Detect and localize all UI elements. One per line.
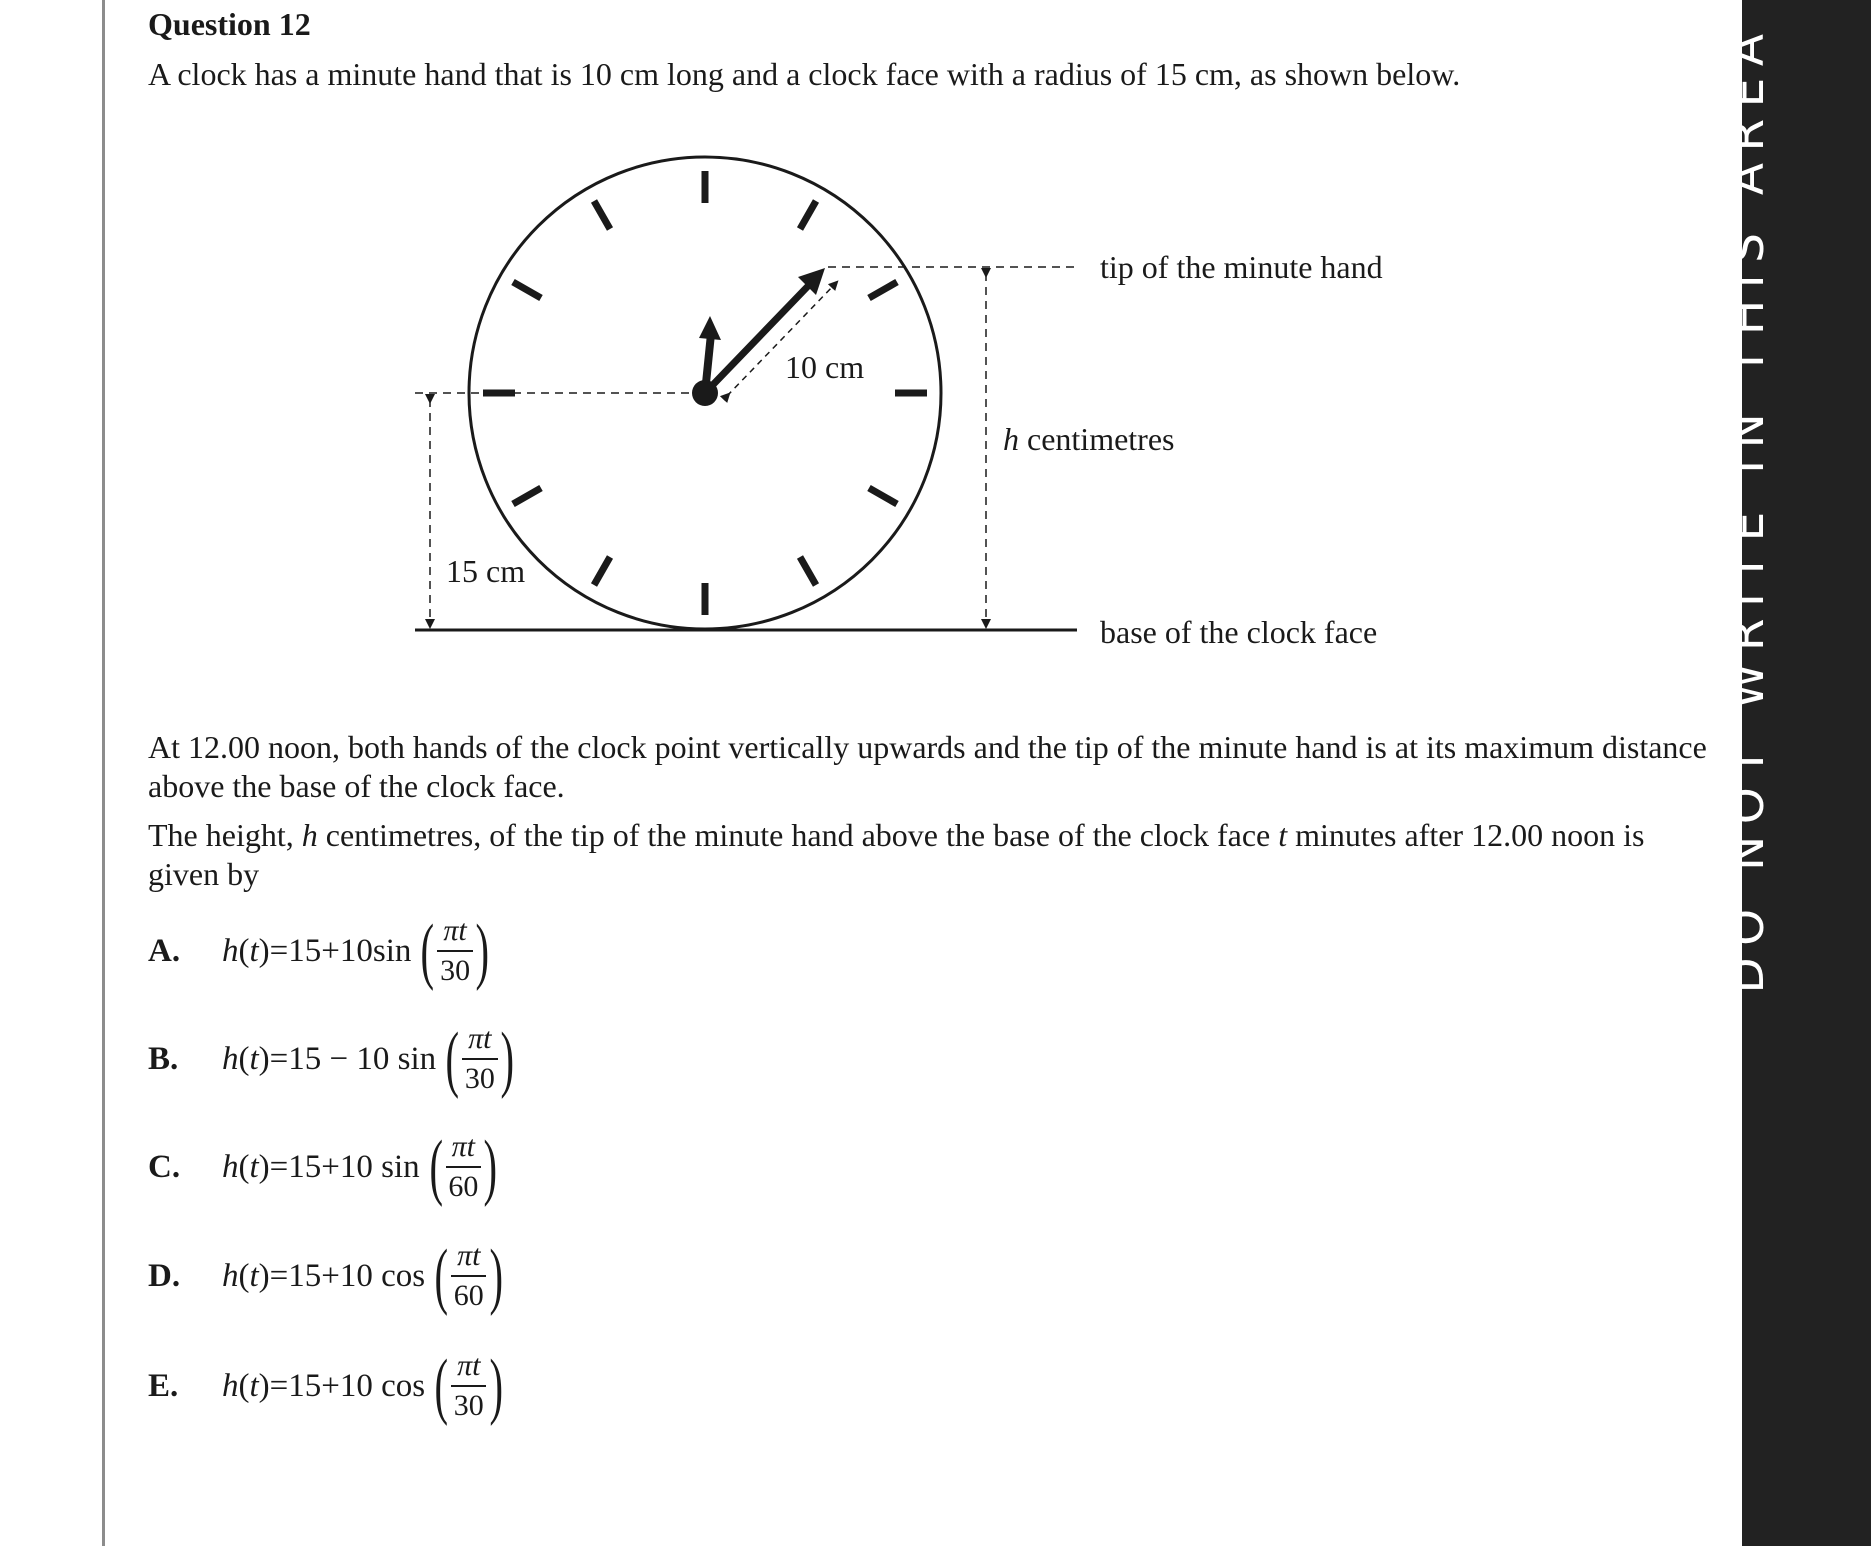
tick-8 xyxy=(513,488,541,504)
tick-2 xyxy=(869,282,897,298)
paragraph-height-definition: The height, h centimetres, of the tip of the minute hand above the base of the clock face t minutes after 12.00 noon is given by xyxy=(148,817,1645,892)
option-b[interactable] xyxy=(148,1014,519,1104)
tip-label: tip of the minute hand xyxy=(1100,249,1383,285)
paragraph-noon: At 12.00 noon, both hands of the clock point vertically upwards and the tip of the minute hand is at its maximum distance above the base of the clock face. xyxy=(148,729,1707,804)
option-argument: ( $\frac{\pi t}{30}$ ) xyxy=(445,1018,514,1100)
option-e[interactable] xyxy=(148,1341,508,1431)
option-c[interactable] xyxy=(148,1122,503,1212)
height-label: h centimetres xyxy=(1003,421,1175,457)
option-argument: ( $\frac{\pi t}{60}$ ) xyxy=(434,1235,503,1317)
do-not-write-label: DO NOT WRITE IN THIS AREA xyxy=(1719,22,1775,994)
tick-4 xyxy=(869,488,897,504)
option-argument: ( $\frac{\pi t}{30}$ ) xyxy=(420,910,490,992)
radius-label: 15 cm xyxy=(446,553,526,589)
option-a[interactable] xyxy=(148,906,495,996)
option-letter: B. xyxy=(148,1040,179,1077)
clock-diagram xyxy=(0,0,1740,700)
hour-hand-arrow xyxy=(699,316,721,340)
option-letter: C. xyxy=(148,1148,181,1185)
option-letter: A. xyxy=(148,932,181,969)
question-intro: A clock has a minute hand that is 10 cm long and a clock face with a radius of 15 cm, as shown below. xyxy=(148,56,1461,92)
base-label: base of the clock face xyxy=(1100,614,1378,650)
option-expression: h(t)=15+10sin xyxy=(222,932,412,969)
option-argument: ( $\frac{\pi t}{60}$ ) xyxy=(429,1126,498,1208)
tick-1 xyxy=(800,201,816,229)
question-title: Question 12 xyxy=(148,6,311,42)
hand-length-label: 10 cm xyxy=(785,349,865,385)
tick-7 xyxy=(594,557,610,585)
option-expression: h(t)=15+10 cos xyxy=(222,1257,426,1294)
option-letter: E. xyxy=(148,1367,179,1404)
option-expression: h(t)=15 − 10 sin xyxy=(222,1040,437,1077)
option-letter: D. xyxy=(148,1257,181,1294)
tick-10 xyxy=(513,282,541,298)
tick-11 xyxy=(594,201,610,229)
tick-5 xyxy=(800,557,816,585)
option-expression: h(t)=15+10 sin xyxy=(222,1148,420,1185)
option-expression: h(t)=15+10 cos xyxy=(222,1367,426,1404)
option-argument: ( $\frac{\pi t}{30}$ ) xyxy=(434,1345,503,1427)
option-d[interactable] xyxy=(148,1231,508,1321)
